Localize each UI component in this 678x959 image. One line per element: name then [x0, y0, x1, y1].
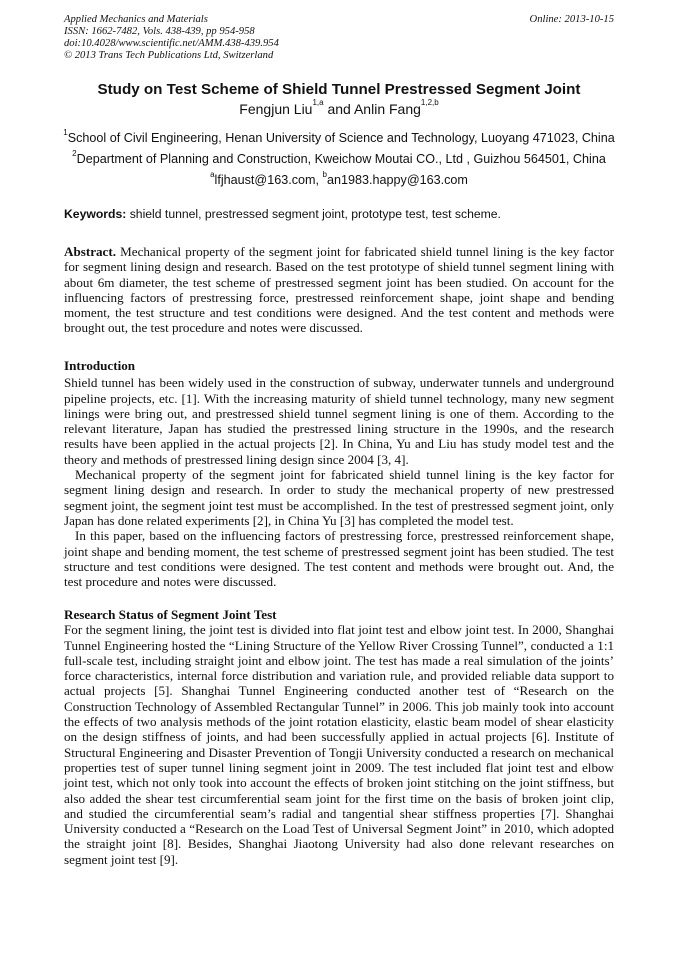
- keywords: [64, 207, 614, 221]
- journal-header: [64, 14, 279, 62]
- paper-title: Study on Test Scheme of Shield Tunnel Prestressed Segment Joint: [97, 81, 581, 98]
- author-2: Anlin Fang: [353, 101, 421, 117]
- email-b: an1983.happy@163.com: [326, 173, 468, 187]
- affiliation-2: [0, 149, 678, 166]
- email-sup: b: [322, 170, 327, 179]
- research-status-section: [64, 607, 614, 867]
- affiliation-1: [0, 128, 678, 145]
- journal-name: Applied Mechanics and Materials: [64, 14, 208, 25]
- affiliation-sup: 2: [72, 149, 77, 158]
- paragraph: Shield tunnel has been widely used in the construction of subway, underwater tunnels and underground pipeline projects, etc. [1]. With the increasing maturity of shield tunnel technology, many new segment linings were bring out, and prestressed shield tunnel segment lining is one of them. According to the relevant literature, Japan has studied the prestressed lining structure in the 1990s, and the research results have been applied in the actual projects [2]. In China, Yu and Liu has study model test and the theory and methods of prestressed lining design since 2004 [3, 4].: [64, 375, 614, 467]
- issn: ISSN: 1662-7482, Vols. 438-439, pp 954-958: [64, 26, 255, 37]
- affiliation-text: School of Civil Engineering, Henan University of Science and Technology, Luoyang 471023, China: [67, 131, 615, 145]
- email-a: lfjhaust@163.com,: [214, 173, 323, 187]
- keywords-label: Keywords:: [64, 207, 127, 221]
- abstract: [64, 244, 614, 336]
- affiliation-text: Department of Planning and Construction, Kweichow Moutai CO., Ltd , Guizhou 564501, China: [76, 152, 606, 166]
- authors: [0, 98, 678, 117]
- author-2-sup: 1,2,b: [420, 98, 439, 107]
- author-1: Fengjun Liu: [239, 101, 313, 117]
- paragraph: In this paper, based on the influencing factors of prestressing force, prestressed reinforcement shape, joint shape and bending moment, the test scheme of prestressed segment joint has been studied. The test structure and test conditions were designed. The test content and methods were brought out. And, the test procedure and notes were discussed.: [64, 528, 614, 590]
- abstract-label: Abstract.: [64, 244, 116, 259]
- author-1-sup: 1,a: [312, 98, 324, 107]
- email-sup: a: [210, 170, 215, 179]
- author-and: and: [323, 101, 354, 117]
- paragraph: Mechanical property of the segment joint for fabricated shield tunnel lining is the key factor for segment lining design and research. In order to study the mechanical property of new prestressed segment joint, the segment joint test must be accomplished. In the test of prestressed segment joint, only Japan has done related experiments [2], in China Yu [3] has completed the model test.: [64, 467, 614, 528]
- doi: doi:10.4028/www.scientific.net/AMM.438-439.954: [64, 38, 279, 49]
- introduction-section: [64, 358, 614, 589]
- keywords-text: shield tunnel, prestressed segment joint, prototype test, test scheme.: [126, 207, 501, 221]
- section-heading: Introduction: [64, 358, 136, 373]
- copyright: © 2013 Trans Tech Publications Ltd, Switzerland: [64, 50, 274, 61]
- section-heading: Research Status of Segment Joint Test: [64, 607, 277, 622]
- online-date: Online: 2013-10-15: [529, 14, 614, 25]
- abstract-text: Mechanical property of the segment joint for fabricated shield tunnel lining is the key factor for segment lining design and research. Based on the test prototype of shield tunnel segment lining with about 6m diameter, the test scheme of prestressed segment joint has been studied. On account for the influencing factors of prestressing force, prestressed reinforcement shape, joint shape and bending moment, the test structure and test conditions were designed. And the test content and methods were brought out, the test procedure and notes were discussed.: [64, 244, 614, 336]
- emails: [0, 170, 678, 187]
- paragraph: For the segment lining, the joint test is divided into flat joint test and elbow joint test. In 2000, Shanghai Tunnel Engineering hosted the “Lining Structure of the Yellow River Crossing Tunnel”, conducted a 1:1 full-scale test, including straight joint and elbow joint. The test has made a real simulation of the joints’ force characteristics, internal force distribution and variation rule, and provided reliable data support to actual projects [5]. Shanghai Tunnel Engineering conducted another test of “Research on the Construction Technology of Assembled Rectangular Tunnel” in 2006. This job mainly took into account the effects of two analysis methods of the joint rotation elasticity, elastic beam model of shear elasticity on the design stiffness of joints, and had been successfully applied in actual projects [6]. Institute of Structural Engineering and Disaster Prevention of Tongji University conducted a research on mechanical properties test of super tunnel lining segment joint in 2009. The test included flat joint test and elbow joint test, which not only took into account the effects of broken joint stitching on the joint stiffness, but also added the shear test circumferential seam joint for the first time on the basis of broken joint clip, and studied the circumferential seam’s radial and tangential shear stiffness properties [7]. Shanghai University conducted a “Research on the Load Test of Universal Segment Joint” in 2010, which adopted the straight joint [8]. Besides, Shanghai Jiaotong University had also done relevant researches on segment joint test [9].: [64, 622, 614, 867]
- affiliation-sup: 1: [63, 128, 68, 137]
